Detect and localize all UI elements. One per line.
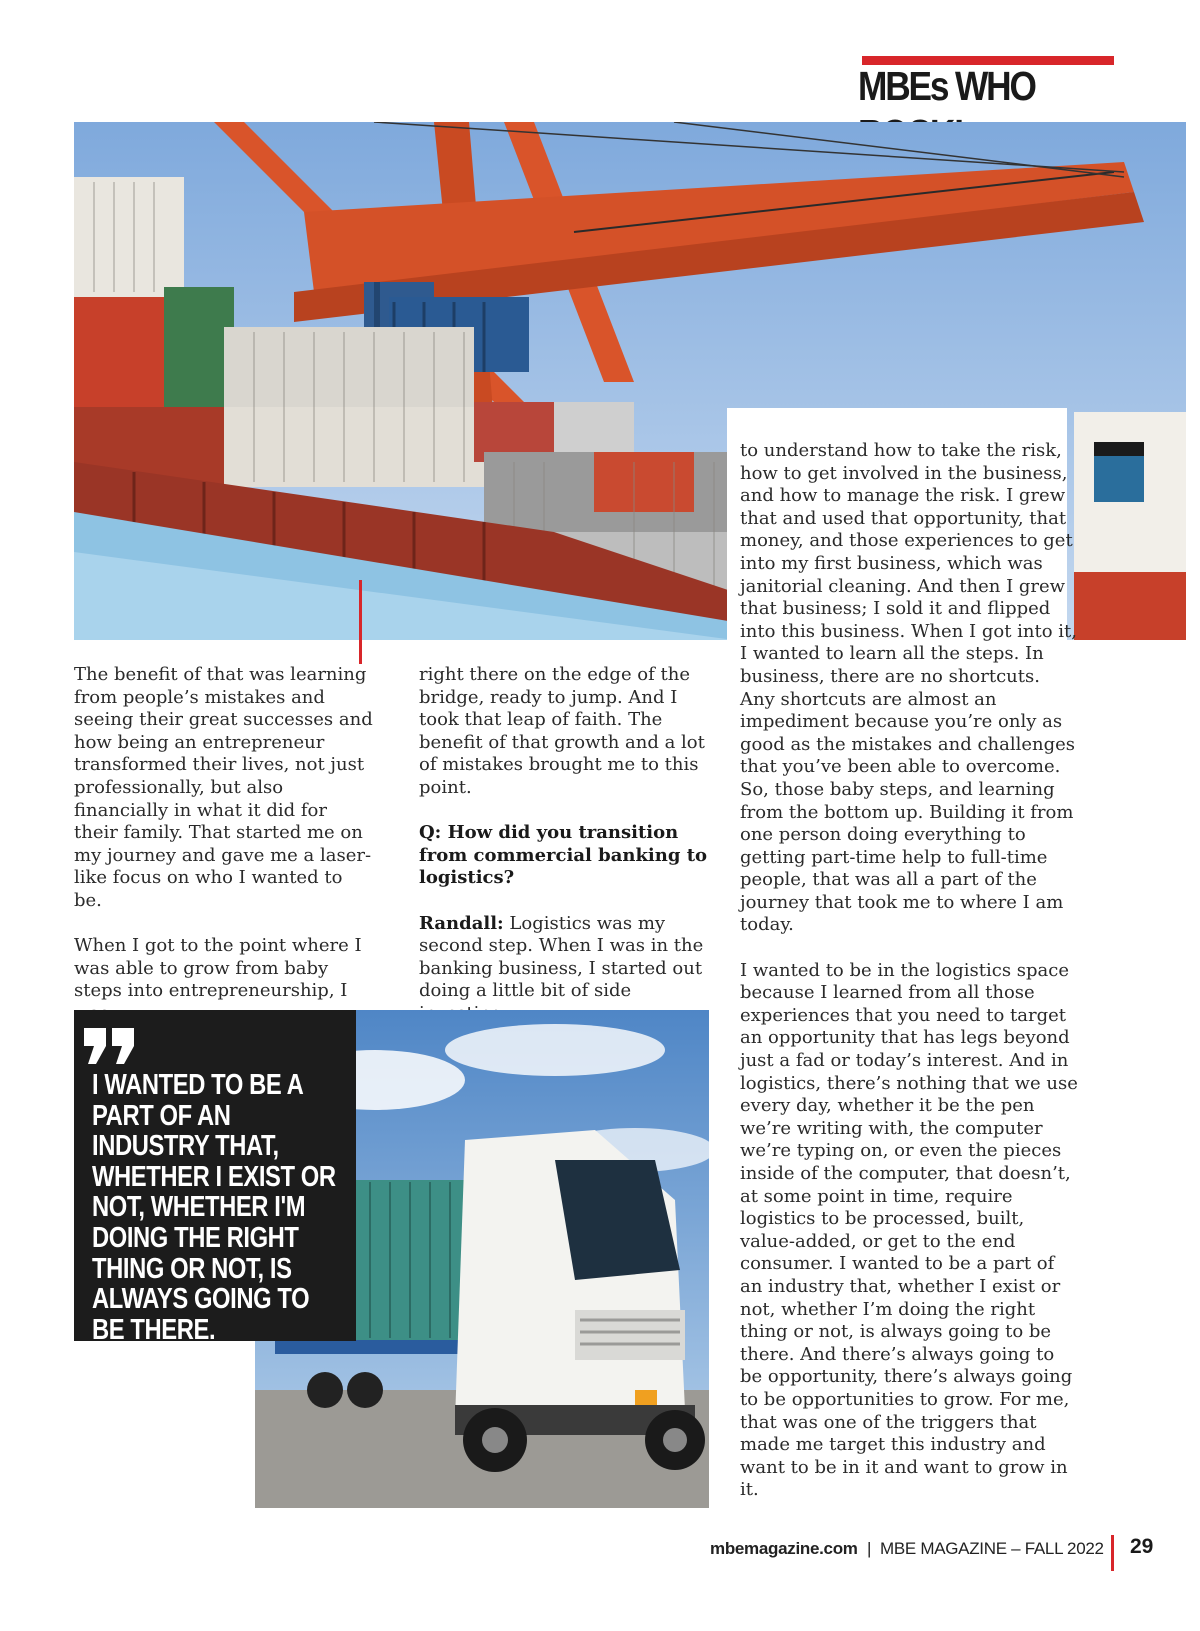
footer-divider xyxy=(1111,1535,1114,1571)
paragraph: right there on the edge of the bridge, ready to jump. And I took that leap of faith. The benefit of that growth and a lot of mistakes brought me to this point. xyxy=(419,664,705,798)
speaker-name: Randall: xyxy=(419,912,504,934)
column-1 xyxy=(74,664,374,1048)
paragraph: I wanted to be in the logistics space because I learned from all those experiences that you need to target an opportunity that has legs beyond just a fad or today’s interest. And in logistics, there’s nothing that we use every day, whether it be the pen we’re writing with, the computer we’re typing on, or even the pieces inside of the computer, that doesn’t, at some point in time, require logistics to be processed, built, value-added, or get to the end consumer. I wanted to be a part of an industry that, whether I exist or not, whether I’m doing the right thing or not, is always going to be there. And there’s always going to be opportunity, there’s always going to be opportunities to grow. For me, that was one of the triggers that made me target this industry and want to be in it and want to grow in it. xyxy=(740,959,1078,1501)
section-title: MBEs WHO xyxy=(858,63,1035,109)
column-2 xyxy=(419,664,719,1048)
page-number: 29 xyxy=(1130,1535,1154,1558)
accent-rule xyxy=(359,580,362,664)
paragraph: to understand how to take the risk, how to get involved in the business, and how to manage the risk. I grew that and used that opportunity, that money, and those experiences to get into my first business, which was janitorial cleaning. And then I grew that business; I sold it and flipped into this business. When I got into it, I wanted to learn all the steps. In business, there are no shortcuts. Any shortcuts are almost an impediment because you’re only as good as the mistakes and challenges that you’ve been able to overcome. So, those baby steps, and learning from the bottom up. Building it from one person doing everything to getting part-time help to full-time people, that was all a part of the journey that took me to where I am today. xyxy=(740,440,1078,936)
pull-quote-text: I WANTED TO BE A PART OF AN INDUSTRY THAT, WHETHER I EXIST OR NOT, WHETHER I'M DOING THE RIGHT THING OR NOT, IS ALWAYS GOING TO BE THERE. xyxy=(92,1069,336,1346)
paragraph: The benefit of that was learning from people’s mistakes and seeing their great successes and how being an entrepreneur transformed their lives, not just professionally, but also financially in what it did for their family. That started me on my journey and gave me a laser-like focus on who I wanted to be. xyxy=(74,664,373,911)
answer-text: Logistics was my second step. When I was in the banking business, I started out doing a little bit of side xyxy=(419,912,704,1002)
column-3 xyxy=(740,440,1078,1525)
footer-issue: MBE MAGAZINE – FALL 2022 xyxy=(880,1539,1104,1558)
quote-mark-icon xyxy=(84,1028,136,1069)
interview-question: Q: How did you transition from commercial banking to logistics? xyxy=(419,822,708,889)
paragraph: When I got to the point where I was able to grow from baby steps into entrepreneurship, I xyxy=(74,935,362,1002)
footer-site-link[interactable]: mbemagazine.com xyxy=(710,1539,858,1558)
footer-separator: | xyxy=(867,1539,872,1558)
interview-answer xyxy=(419,913,719,1026)
page-footer xyxy=(700,1535,1120,1567)
